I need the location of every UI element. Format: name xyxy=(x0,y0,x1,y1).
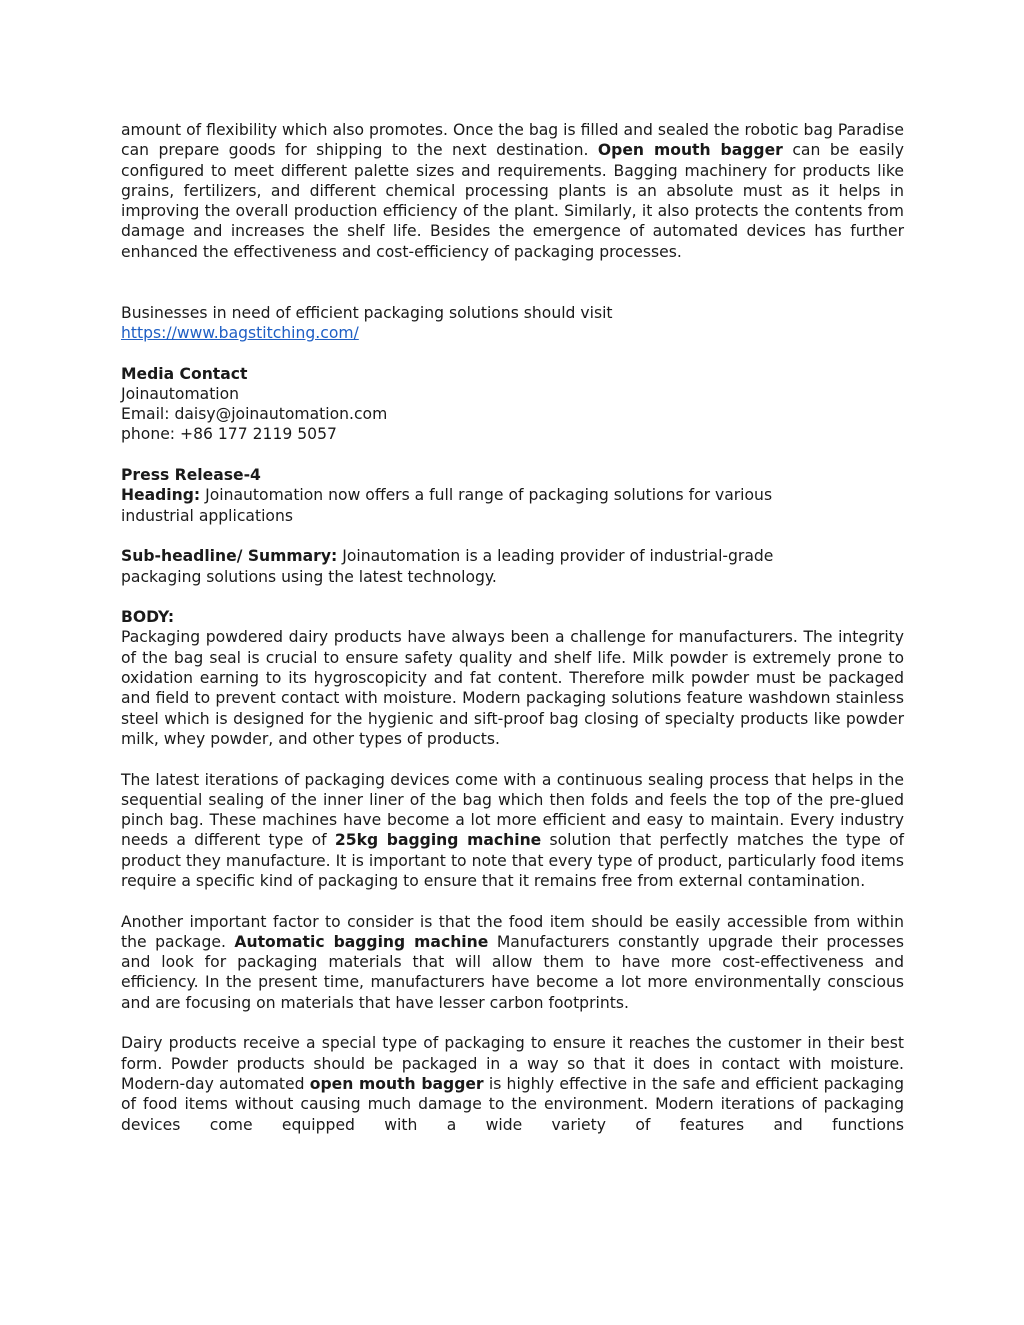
intro-paragraph xyxy=(121,120,904,262)
p2-text-2: solution that perfectly matches the type of product they manufacture. It is important to note that every type of product, particularly food items require a specific kind of packaging to ensure that it remains free from external contamination. xyxy=(121,831,904,890)
body-paragraph-3 xyxy=(121,912,904,1013)
website-link[interactable]: https://www.bagstitching.com/ xyxy=(121,323,359,342)
press-release-title: Press Release-4 xyxy=(121,466,261,485)
subheadline-label: Sub-headline/ Summary: xyxy=(121,547,338,566)
contact-company: Joinautomation xyxy=(121,384,240,403)
heading-text: Joinautomation now offers a full range of packaging solutions for various industrial applications xyxy=(121,486,773,525)
intro-text-1: amount of flexibility which also promotes. Once the bag is filled and sealed the robotic bag Paradise can prepare goods for shipping to the next destination. xyxy=(121,121,904,160)
release-heading xyxy=(121,485,841,526)
visit-text: Businesses in need of efficient packaging solutions should visit xyxy=(121,303,613,322)
p3-bold-keyword: Automatic bagging machine xyxy=(234,932,489,951)
contact-phone: phone: +86 177 2119 5057 xyxy=(121,425,337,444)
intro-bold-keyword: Open mouth bagger xyxy=(597,141,783,160)
p4-bold-keyword: open mouth bagger xyxy=(309,1074,484,1093)
body-paragraph-4 xyxy=(121,1033,904,1134)
p4-text-2: is highly effective in the safe and efficient packaging of food items without causing much damage to the environment. Modern iterations of packaging devices come equipped with a wide variety of features and functions xyxy=(121,1074,904,1134)
p3-text-2: Manufacturers constantly upgrade their processes and look for packaging materials that will allow them to have more cost-effectiveness and efficiency. In the present time, manufacturers have become a lot more environmentally conscious and are focusing on materials that have lesser carbon footprints. xyxy=(121,932,904,1012)
body-paragraph-2 xyxy=(121,770,904,892)
release-subheadline xyxy=(121,546,841,587)
body-label: BODY: xyxy=(121,608,175,627)
p2-text-1: The latest iterations of packaging devices come with a continuous sealing process that helps in the sequential sealing of the inner liner of the bag which then folds and feels the top of the pre-glued pinch bag. These machines have become a lot more efficient and easy to maintain. Every industry needs a different type of xyxy=(121,770,904,850)
body-paragraph-1: Packaging powdered dairy products have always been a challenge for manufacturers. The integrity of the bag seal is crucial to ensure safety quality and shelf life. Milk powder is extremely prone to oxidation earning to its hygroscopicity and fat content. Therefore milk powder must be packaged and field to prevent contact with moisture. Modern packaging solutions feature washdown stainless steel which is designed for the hygienic and sift-proof bag closing of specialty products like powder milk, whey powder, and other types of products. xyxy=(121,628,904,748)
p2-bold-keyword: 25kg bagging machine xyxy=(334,831,542,850)
subheadline-text: Joinautomation is a leading provider of industrial-grade packaging solutions using the latest technology. xyxy=(121,547,774,586)
contact-email: Email: daisy@joinautomation.com xyxy=(121,405,388,424)
heading-label: Heading: xyxy=(121,486,201,505)
p4-text-1: Dairy products receive a special type of packaging to ensure it reaches the customer in their best form. Powder products should be packaged in a way so that it does in contact with moisture. Modern-day automated xyxy=(121,1034,904,1093)
document-page xyxy=(121,120,904,1135)
intro-text-2: can be easily configured to meet different palette sizes and requirements. Bagging machinery for products like grains, fertilizers, and different chemical processing plants is an absolute must as it helps in improving the overall production efficiency of the plant. Similarly, it also protects the contents from damage and increases the shelf life. Besides the emergence of automated devices has further enhanced the effectiveness and cost-efficiency of packaging processes. xyxy=(121,141,904,261)
media-contact-heading: Media Contact xyxy=(121,364,248,383)
p3-text-1: Another important factor to consider is that the food item should be easily accessible from within the package. xyxy=(121,912,904,951)
